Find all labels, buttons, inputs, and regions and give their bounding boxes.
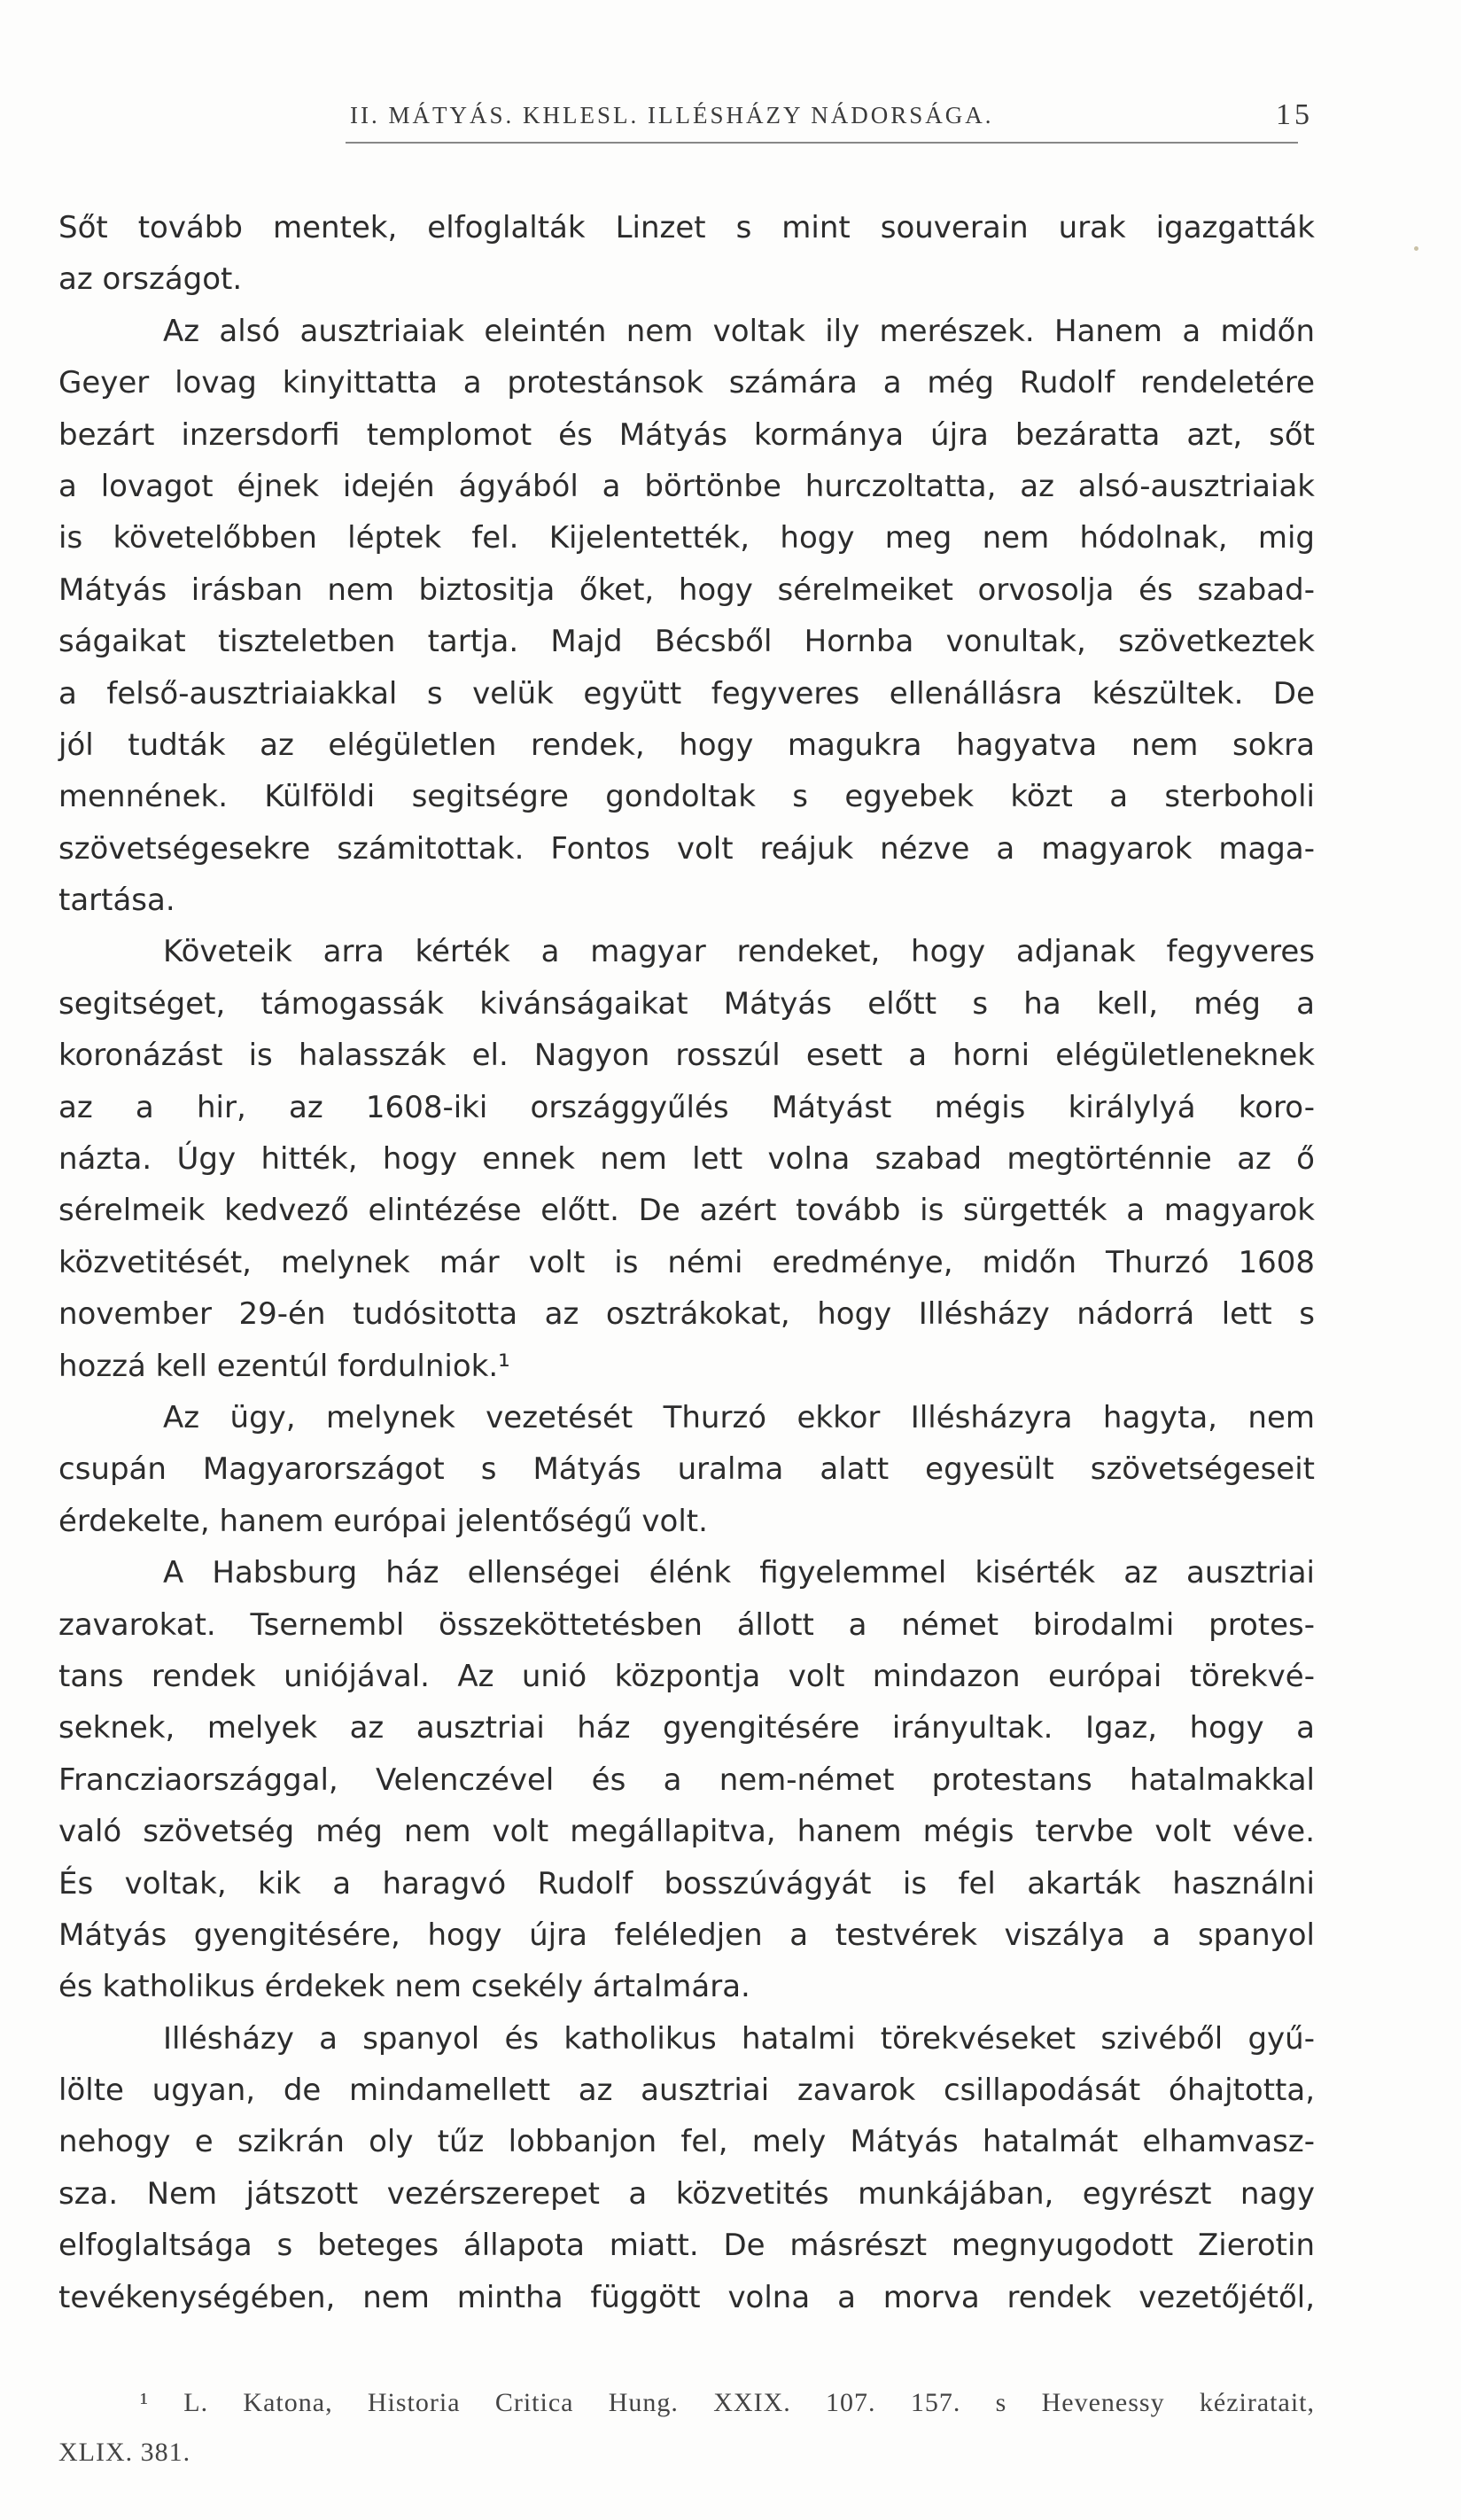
text-line: tartása.: [58, 883, 175, 919]
text-line: Követeik arra kérték a magyar rendeket, hogy adjanak fegyveres: [163, 934, 1315, 970]
text-line: sérelmeik kedvező elintézése előtt. De azért tovább is sürgették a magyarok: [58, 1193, 1315, 1229]
page-number: 15: [1276, 98, 1313, 131]
text-line: való szövetség még nem volt megállapitva, hanem mégis tervbe volt véve.: [58, 1814, 1315, 1850]
text-line: csupán Magyarországot s Mátyás uralma alatt egyesült szövetségeseit: [58, 1451, 1315, 1488]
text-line: az országot.: [58, 261, 243, 298]
text-line: Az ügy, melynek vezetését Thurzó ekkor Illésházyra hagyta, nem: [163, 1399, 1315, 1435]
paper-speck: [1414, 246, 1418, 251]
text-line: november 29-én tudósitotta az osztrákokat, hogy Illésházy nádorrá lett s: [58, 1296, 1315, 1333]
text-line: az a hir, az 1608-iki országgyűlés Mátyást mégis királylyá koro-: [58, 1089, 1315, 1125]
text-line: Mátyás gyengitésére, hogy újra feléledjen a testvérek viszálya a spanyol: [58, 1917, 1315, 1953]
text-line: Az alsó ausztriaiak eleintén nem voltak ily merészek. Hanem a midőn: [163, 313, 1315, 349]
text-line: bezárt inzersdorfi templomot és Mátyás kormánya újra bezáratta azt, sőt: [58, 416, 1315, 453]
text-line: és katholikus érdekek nem csekély ártalmára.: [58, 1969, 750, 2005]
header-rule: [346, 142, 1298, 144]
running-title: II. MÁTYÁS. KHLESL. ILLÉSHÁZY NÁDORSÁGA.: [350, 102, 994, 128]
text-line: mennének. Külföldi segitségre gondoltak s egyebek közt a sterboholi: [58, 779, 1315, 815]
footnote-line: XLIX. 381.: [58, 2438, 191, 2468]
text-line: tans rendek uniójával. Az unió központja volt mindazon európai törekvé-: [58, 1658, 1315, 1694]
body-text: [58, 202, 1315, 2323]
footnote: [58, 2378, 1315, 2477]
text-line: szövetségesekre számitottak. Fontos volt reájuk nézve a magyarok maga-: [58, 830, 1315, 867]
running-header: [0, 98, 1461, 146]
text-line: Geyer lovag kinyittatta a protestánsok számára a még Rudolf rendeletére: [58, 365, 1315, 401]
text-line: Sőt tovább mentek, elfoglalták Linzet s mint souverain urak igazgatták: [58, 210, 1315, 245]
text-line: hozzá kell ezentúl fordulniok.¹: [58, 1348, 510, 1384]
text-line: a lovagot éjnek idején ágyából a börtönbe hurczoltatta, az alsó-ausztriaiak: [58, 468, 1315, 504]
text-line: Illésházy a spanyol és katholikus hatalmi törekvéseket szivéből gyű-: [163, 2020, 1315, 2057]
footnote-line: ¹ L. Katona, Historia Critica Hung. XXIX. 107. 157. s Hevenessy kéziratait,: [140, 2388, 1315, 2418]
text-line: zavarokat. Tsernembl összeköttetésben állott a német birodalmi protes-: [58, 1606, 1315, 1643]
text-line: tevékenységében, nem mintha függött volna a morva rendek vezetőjétől,: [58, 2279, 1315, 2315]
text-line: segitséget, támogassák kivánságaikat Mátyás előtt s ha kell, még a: [58, 985, 1315, 1022]
text-line: seknek, melyek az ausztriai ház gyengitésére irányultak. Igaz, hogy a: [58, 1710, 1315, 1746]
text-line: názta. Úgy hitték, hogy ennek nem lett volna szabad megtörténnie az ő: [58, 1141, 1315, 1178]
text-line: lölte ugyan, de mindamellett az ausztriai zavarok csillapodását óhajtotta,: [58, 2073, 1315, 2109]
text-line: sza. Nem játszott vezérszerepet a közvetités munkájában, egyrészt nagy: [58, 2175, 1315, 2212]
text-line: jól tudták az elégületlen rendek, hogy magukra hagyatva nem sokra: [58, 727, 1315, 763]
text-line: És voltak, kik a haragvó Rudolf bosszúvágyát is fel akarták használni: [58, 1865, 1315, 1902]
text-line: A Habsburg ház ellenségei élénk figyelemmel kisérték az ausztriai: [163, 1555, 1315, 1591]
text-line: koronázást is halasszák el. Nagyon rosszúl esett a horni elégületleneknek: [58, 1038, 1315, 1074]
text-line: érdekelte, hanem európai jelentőségű volt.: [58, 1503, 708, 1539]
text-line: ságaikat tiszteletben tartja. Majd Bécsből Hornba vonultak, szövetkeztek: [58, 624, 1315, 660]
text-line: elfoglaltsága s beteges állapota miatt. De másrészt megnyugodott Zierotin: [58, 2228, 1315, 2264]
text-line: Mátyás irásban nem biztositja őket, hogy sérelmeiket orvosolja és szabad-: [58, 572, 1315, 608]
text-line: a felső-ausztriaiakkal s velük együtt fegyveres ellenállásra készültek. De: [58, 675, 1315, 712]
text-line: nehogy e szikrán oly tűz lobbanjon fel, mely Mátyás hatalmát elhamvasz-: [58, 2124, 1315, 2160]
text-line: közvetitését, melynek már volt is némi eredménye, midőn Thurzó 1608: [58, 1244, 1315, 1280]
text-line: Francziaországgal, Velenczével és a nem-német protestans hatalmakkal: [58, 1762, 1315, 1798]
text-line: is követelőbben léptek fel. Kijelentették, hogy meg nem hódolnak, mig: [58, 520, 1315, 556]
